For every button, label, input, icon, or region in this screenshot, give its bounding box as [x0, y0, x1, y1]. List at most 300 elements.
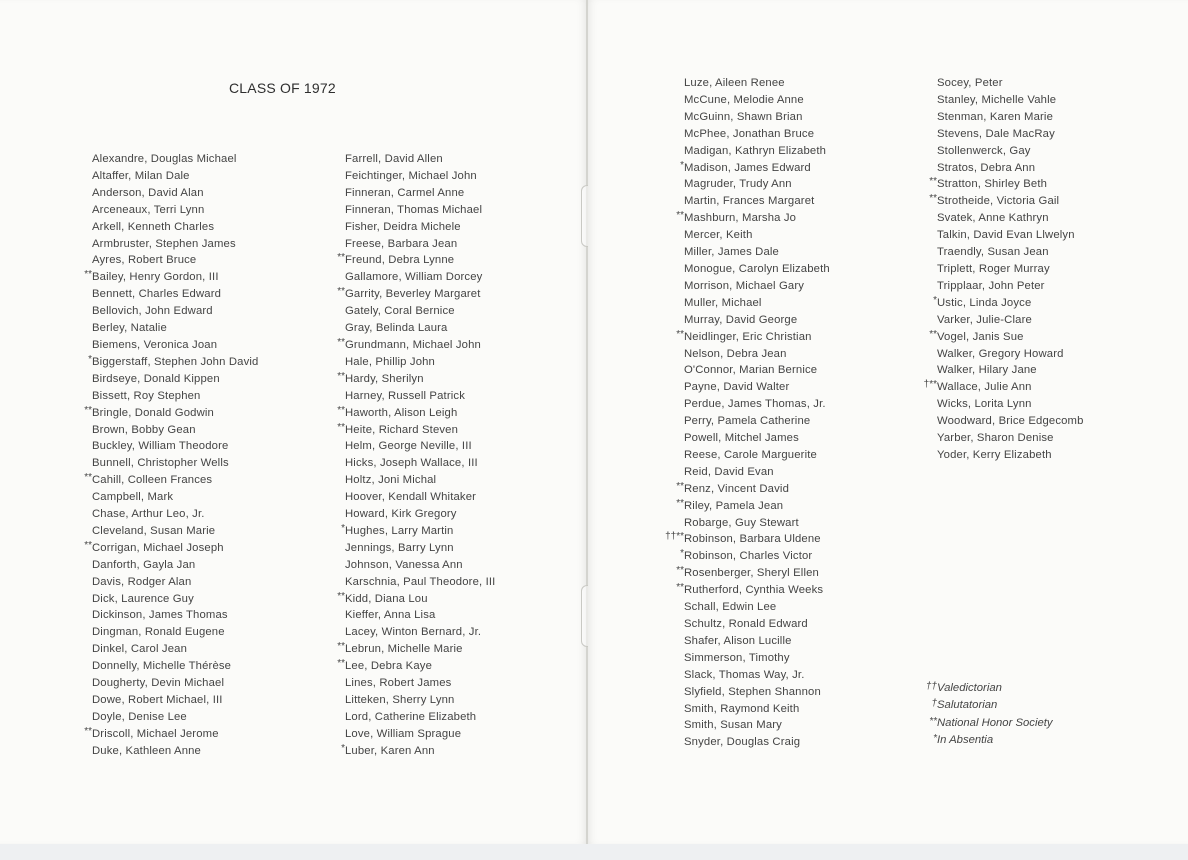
- graduate-name: [92, 219, 258, 236]
- graduate-name: [345, 574, 495, 591]
- graduate-name: [684, 667, 830, 684]
- name-text: Kieffer, Anna Lisa: [345, 609, 436, 622]
- graduate-name: [92, 438, 258, 455]
- honor-mark: **: [337, 641, 345, 653]
- right-page: [588, 0, 1188, 844]
- legend-label: National Honor Society: [937, 716, 1053, 729]
- name-text: McPhee, Jonathan Bruce: [684, 127, 815, 140]
- name-text: Smith, Raymond Keith: [684, 702, 800, 715]
- honor-mark: **: [337, 590, 345, 602]
- graduate-name: [88, 353, 259, 371]
- name-text: Altaffer, Milan Dale: [92, 169, 190, 182]
- legend-mark: *: [933, 732, 937, 744]
- graduate-name: [337, 252, 495, 269]
- name-text: Perdue, James Thomas, Jr.: [684, 398, 826, 411]
- name-text: Birdseye, Donald Kippen: [92, 372, 220, 385]
- name-text: Feichtinger, Michael John: [345, 169, 477, 182]
- honor-mark: *: [933, 294, 937, 306]
- graduate-name: [933, 294, 1084, 312]
- graduate-name: [684, 109, 830, 126]
- name-text: Ayres, Robert Bruce: [92, 254, 197, 267]
- graduate-name: [684, 515, 830, 532]
- name-text: Stevens, Dale MacRay: [937, 127, 1055, 140]
- graduate-name: [937, 312, 1084, 329]
- graduate-name: [345, 726, 495, 743]
- graduate-name: [92, 523, 258, 540]
- name-text: Yoder, Kerry Elizabeth: [937, 448, 1052, 461]
- name-text: Dinkel, Carol Jean: [92, 643, 188, 656]
- name-text: Howard, Kirk Gregory: [345, 508, 457, 521]
- graduate-name: [345, 692, 495, 709]
- graduate-name: [345, 455, 495, 472]
- honor-mark: **: [676, 582, 684, 594]
- graduate-name: [684, 599, 830, 616]
- name-text: Garrity, Beverley Margaret: [345, 288, 481, 301]
- name-text: Danforth, Gayla Jan: [92, 558, 196, 571]
- name-text: Cleveland, Susan Marie: [92, 524, 216, 537]
- name-text: Bissett, Roy Stephen: [92, 389, 201, 402]
- name-text: Dick, Laurence Guy: [92, 592, 194, 605]
- name-text: Freese, Barbara Jean: [345, 237, 458, 250]
- name-text: Biggerstaff, Stephen John David: [92, 355, 259, 368]
- graduate-name: [345, 320, 495, 337]
- name-text: Hoover, Kendall Whitaker: [345, 491, 477, 504]
- graduate-name: [684, 447, 830, 464]
- page-title: CLASS OF 1972: [229, 80, 336, 96]
- graduate-name: [676, 328, 830, 346]
- name-text: Dingman, Ronald Eugene: [92, 626, 225, 639]
- graduate-name: [345, 675, 495, 692]
- name-text: Bringle, Donald Godwin: [92, 406, 214, 419]
- honor-mark: **: [337, 404, 345, 416]
- graduate-name: [937, 261, 1084, 278]
- graduate-name: [345, 438, 495, 455]
- graduate-name: [92, 236, 258, 253]
- name-text: Biemens, Veronica Joan: [92, 338, 218, 351]
- honor-mark: **: [676, 328, 684, 340]
- name-text: Finneran, Thomas Michael: [345, 203, 483, 216]
- name-text: Driscoll, Michael Jerome: [92, 727, 219, 740]
- graduate-name: [345, 557, 495, 574]
- honor-mark: **: [929, 193, 937, 205]
- honor-mark: *: [341, 742, 345, 754]
- name-text: Corrigan, Michael Joseph: [92, 541, 224, 554]
- name-text: Finneran, Carmel Anne: [345, 186, 465, 199]
- graduate-name: [684, 362, 830, 379]
- name-text: Shafer, Alison Lucille: [684, 634, 792, 647]
- legend-mark: **: [929, 715, 937, 727]
- name-text: Duke, Kathleen Anne: [92, 744, 201, 757]
- honor-mark: **: [337, 370, 345, 382]
- graduate-name: [684, 92, 830, 109]
- name-text: Love, William Sprague: [345, 727, 462, 740]
- graduate-name: [341, 742, 495, 760]
- name-text: Luze, Aileen Renee: [684, 77, 785, 89]
- name-text: Doyle, Denise Lee: [92, 710, 187, 723]
- graduate-name: [937, 413, 1084, 430]
- graduate-name: [337, 590, 495, 608]
- honor-mark: **: [337, 421, 345, 433]
- graduate-name: [345, 506, 495, 523]
- name-text: Snyder, Douglas Craig: [684, 736, 801, 749]
- name-text: Simmerson, Timothy: [684, 651, 790, 664]
- name-text: Hardy, Sherilyn: [345, 372, 424, 385]
- name-text: Woodward, Brice Edgecomb: [937, 415, 1084, 428]
- graduate-name: [345, 219, 495, 236]
- graduate-name: [937, 92, 1084, 109]
- name-text: Hicks, Joseph Wallace, III: [345, 457, 478, 470]
- graduate-name: [92, 709, 258, 726]
- graduate-name: [665, 531, 830, 548]
- graduate-name: [92, 303, 258, 320]
- graduate-name: [92, 151, 258, 168]
- honor-mark: **: [337, 336, 345, 348]
- graduate-name: [684, 616, 830, 633]
- name-text: Armbruster, Stephen James: [92, 237, 236, 250]
- graduate-name: [937, 244, 1084, 261]
- honor-mark: **: [337, 252, 345, 264]
- name-text: Holtz, Joni Michal: [345, 474, 437, 487]
- name-text: Yarber, Sharon Denise: [937, 432, 1054, 445]
- graduate-name: [937, 143, 1084, 160]
- name-text: Madison, James Edward: [684, 161, 811, 174]
- name-text: Alexandre, Douglas Michael: [92, 153, 237, 165]
- graduate-name: [684, 701, 830, 718]
- graduate-name: [676, 497, 830, 515]
- graduate-name: [684, 396, 830, 413]
- name-text: Madigan, Kathryn Elizabeth: [684, 144, 827, 157]
- name-text: Robinson, Barbara Uldene: [684, 533, 821, 546]
- graduate-name: [684, 193, 830, 210]
- graduate-name: [345, 607, 495, 624]
- graduate-name: [92, 202, 258, 219]
- honor-mark: *: [680, 159, 684, 171]
- graduate-name: [937, 75, 1084, 92]
- name-text: Dowe, Robert Michael, III: [92, 694, 223, 706]
- legend-label: Salutatorian: [937, 699, 998, 712]
- graduate-name: [92, 607, 258, 624]
- graduate-name: [684, 261, 830, 278]
- name-text: Fisher, Deidra Michele: [345, 220, 461, 233]
- name-text: Murray, David George: [684, 313, 798, 326]
- name-text: Kidd, Diana Lou: [345, 592, 428, 605]
- name-text: Buckley, William Theodore: [92, 440, 229, 453]
- name-text: Harney, Russell Patrick: [345, 389, 466, 402]
- honor-mark: **: [337, 286, 345, 298]
- honor-mark: *: [680, 548, 684, 560]
- name-text: Stratton, Shirley Beth: [937, 178, 1048, 191]
- graduate-name: [84, 472, 258, 489]
- name-text: Powell, Mitchel James: [684, 432, 799, 445]
- name-text: Karschnia, Paul Theodore, III: [345, 575, 496, 588]
- name-text: Heite, Richard Steven: [345, 423, 459, 436]
- name-text: Wicks, Lorita Lynn: [937, 398, 1032, 411]
- name-text: Rosenberger, Sheryl Ellen: [684, 567, 819, 580]
- name-text: Smith, Susan Mary: [684, 719, 782, 732]
- legend-item: [933, 732, 1053, 749]
- honor-mark: **: [929, 328, 937, 340]
- legend-mark: ††: [925, 681, 937, 692]
- name-text: Anderson, David Alan: [92, 186, 204, 199]
- graduate-name: [937, 227, 1084, 244]
- name-text: Dougherty, Devin Michael: [92, 677, 225, 690]
- honor-mark: **: [676, 565, 684, 577]
- legend-item: [931, 697, 1053, 714]
- honors-legend: [925, 680, 1053, 749]
- legend-item: [925, 680, 1053, 697]
- graduate-name: [684, 176, 830, 193]
- graduate-name: [92, 337, 258, 354]
- name-text: Brown, Bobby Gean: [92, 423, 196, 436]
- name-text: Lebrun, Michelle Marie: [345, 643, 463, 656]
- graduate-name: [337, 286, 495, 303]
- name-text: Lord, Catherine Elizabeth: [345, 710, 477, 723]
- name-text: Slyfield, Stephen Shannon: [684, 685, 821, 698]
- graduate-name: [676, 480, 830, 498]
- name-text: Muller, Michael: [684, 296, 762, 309]
- name-text: Strotheide, Victoria Gail: [937, 195, 1060, 208]
- graduate-name: [684, 413, 830, 430]
- name-text: Campbell, Mark: [92, 491, 174, 504]
- graduate-name: [345, 354, 495, 371]
- graduate-name: [345, 236, 495, 253]
- name-text: Walker, Gregory Howard: [937, 347, 1064, 360]
- legend-label: In Absentia: [937, 733, 994, 746]
- graduate-name: [937, 396, 1084, 413]
- name-column-2: [337, 151, 496, 760]
- name-text: Bennett, Charles Edward: [92, 288, 222, 301]
- graduate-name: [937, 430, 1084, 447]
- graduate-name: [345, 202, 495, 219]
- graduate-name: [92, 286, 258, 303]
- name-text: Chase, Arthur Leo, Jr.: [92, 508, 205, 521]
- graduate-name: [676, 582, 830, 599]
- name-text: Monogue, Carolyn Elizabeth: [684, 262, 830, 275]
- name-text: Grundmann, Michael John: [345, 338, 481, 351]
- graduate-name: [684, 244, 830, 261]
- graduate-name: [923, 379, 1084, 396]
- name-text: Helm, George Neville, III: [345, 440, 472, 453]
- graduate-name: [684, 346, 830, 363]
- name-text: Hale, Phillip John: [345, 355, 435, 368]
- name-text: Wallace, Julie Ann: [937, 381, 1032, 394]
- name-text: Arceneaux, Terri Lynn: [92, 203, 205, 216]
- name-text: Neidlinger, Eric Christian: [684, 330, 812, 343]
- graduate-name: [684, 379, 830, 396]
- graduate-name: [684, 278, 830, 295]
- graduate-name: [929, 193, 1084, 210]
- name-text: Triplett, Roger Murray: [937, 262, 1050, 275]
- graduate-name: [84, 539, 258, 557]
- name-text: Varker, Julie-Clare: [937, 313, 1032, 326]
- name-text: Socey, Peter: [937, 77, 1003, 89]
- graduate-name: [676, 565, 830, 582]
- graduate-name: [684, 430, 830, 447]
- graduate-name: [345, 269, 495, 286]
- name-text: Arkell, Kenneth Charles: [92, 220, 215, 233]
- graduate-name: [92, 489, 258, 506]
- graduate-name: [92, 422, 258, 439]
- honor-mark: †**: [923, 379, 937, 391]
- name-text: Donnelly, Michelle Thérèse: [92, 660, 232, 673]
- graduate-name: [337, 336, 495, 354]
- legend-mark: †: [931, 698, 937, 710]
- name-text: Lee, Debra Kaye: [345, 660, 433, 673]
- graduate-name: [92, 252, 258, 269]
- graduate-name: [684, 143, 830, 160]
- name-text: Rutherford, Cynthia Weeks: [684, 584, 824, 597]
- graduate-name: [937, 210, 1084, 227]
- graduate-name: [684, 717, 830, 734]
- graduate-name: [345, 709, 495, 726]
- graduate-name: [92, 591, 258, 608]
- name-text: Reid, David Evan: [684, 465, 774, 478]
- honor-mark: **: [676, 497, 684, 509]
- name-text: Jennings, Barry Lynn: [345, 541, 454, 554]
- graduate-name: [92, 743, 258, 760]
- name-text: Mashburn, Marsha Jo: [684, 212, 797, 225]
- name-text: Bailey, Henry Gordon, III: [92, 271, 219, 284]
- name-text: Berley, Natalie: [92, 322, 167, 335]
- graduate-name: [92, 557, 258, 574]
- name-text: Hughes, Larry Martin: [345, 524, 454, 537]
- graduate-name: [684, 227, 830, 244]
- graduate-name: [345, 303, 495, 320]
- graduate-name: [937, 160, 1084, 177]
- graduate-name: [92, 675, 258, 692]
- graduate-name: [92, 168, 258, 185]
- honor-mark: **: [84, 404, 92, 416]
- name-text: Traendly, Susan Jean: [937, 246, 1049, 259]
- graduate-name: [92, 388, 258, 405]
- name-text: Luber, Karen Ann: [345, 744, 435, 757]
- name-text: Payne, David Walter: [684, 381, 790, 394]
- graduate-name: [92, 574, 258, 591]
- name-text: O'Connor, Marian Bernice: [684, 364, 818, 377]
- graduate-name: [937, 362, 1084, 379]
- name-text: Tripplaar, John Peter: [937, 279, 1045, 292]
- graduate-name: [345, 540, 495, 557]
- graduate-name: [929, 176, 1084, 193]
- name-text: Renz, Vincent David: [684, 482, 789, 495]
- name-text: Bunnell, Christopher Wells: [92, 457, 229, 470]
- graduate-name: [937, 109, 1084, 126]
- honor-mark: **: [84, 472, 92, 484]
- honor-mark: **: [337, 658, 345, 670]
- name-text: Farrell, David Allen: [345, 153, 443, 165]
- honor-mark: **: [84, 269, 92, 281]
- legend-item: [929, 715, 1053, 732]
- honor-mark: ††**: [665, 531, 684, 543]
- name-text: McGuinn, Shawn Brian: [684, 110, 803, 123]
- graduate-name: [684, 633, 830, 650]
- graduate-name: [92, 371, 258, 388]
- name-text: Bellovich, John Edward: [92, 305, 213, 318]
- name-text: Robinson, Charles Victor: [684, 550, 813, 563]
- left-page: [0, 0, 586, 844]
- name-text: Magruder, Trudy Ann: [684, 178, 792, 191]
- name-text: Slack, Thomas Way, Jr.: [684, 668, 805, 681]
- name-text: Gately, Coral Bernice: [345, 305, 455, 318]
- graduate-name: [937, 126, 1084, 143]
- honor-mark: **: [929, 176, 937, 188]
- name-text: Mercer, Keith: [684, 229, 753, 242]
- graduate-name: [84, 404, 258, 422]
- graduate-name: [341, 522, 495, 540]
- graduate-name: [684, 126, 830, 143]
- graduate-name: [937, 278, 1084, 295]
- graduate-name: [684, 295, 830, 312]
- name-text: Freund, Debra Lynne: [345, 254, 455, 267]
- graduate-name: [676, 210, 830, 227]
- name-text: Nelson, Debra Jean: [684, 347, 787, 360]
- name-text: Stanley, Michelle Vahle: [937, 93, 1057, 106]
- graduate-name: [684, 650, 830, 667]
- name-text: Riley, Pamela Jean: [684, 499, 784, 512]
- name-text: Dickinson, James Thomas: [92, 609, 228, 622]
- graduate-name: [345, 185, 495, 202]
- graduate-name: [929, 328, 1084, 346]
- page-bottom-edge: [0, 844, 1188, 860]
- name-text: Cahill, Colleen Frances: [92, 474, 213, 487]
- name-text: Reese, Carole Marguerite: [684, 448, 817, 461]
- name-text: Svatek, Anne Kathryn: [937, 212, 1049, 225]
- graduate-name: [92, 658, 258, 675]
- graduate-name: [680, 548, 830, 565]
- name-text: Lacey, Winton Bernard, Jr.: [345, 626, 482, 639]
- graduate-name: [337, 658, 495, 675]
- name-text: Schultz, Ronald Edward: [684, 618, 808, 630]
- graduate-name: [684, 312, 830, 329]
- name-text: Miller, James Dale: [684, 246, 779, 259]
- graduate-name: [84, 269, 258, 286]
- name-text: Martin, Frances Margaret: [684, 195, 815, 208]
- graduate-name: [92, 455, 258, 472]
- graduate-name: [684, 684, 830, 701]
- name-column-1: [84, 151, 259, 760]
- name-text: Gallamore, William Dorcey: [345, 271, 483, 284]
- graduate-name: [345, 624, 495, 641]
- name-text: Schall, Edwin Lee: [684, 601, 777, 614]
- name-text: Lines, Robert James: [345, 677, 452, 690]
- name-text: Ustic, Linda Joyce: [937, 296, 1032, 309]
- graduate-name: [84, 725, 258, 743]
- graduate-name: [92, 506, 258, 523]
- name-text: Vogel, Janis Sue: [937, 330, 1024, 343]
- name-text: McCune, Melodie Anne: [684, 93, 804, 106]
- name-text: Perry, Pamela Catherine: [684, 415, 811, 428]
- name-text: Walker, Hilary Jane: [937, 364, 1037, 377]
- graduate-name: [684, 75, 830, 92]
- honor-mark: **: [676, 480, 684, 492]
- graduate-name: [337, 421, 495, 439]
- graduate-name: [684, 734, 830, 751]
- graduate-name: [345, 388, 495, 405]
- graduate-name: [92, 692, 258, 709]
- graduate-name: [92, 641, 258, 658]
- name-text: Morrison, Michael Gary: [684, 279, 805, 292]
- legend-label: Valedictorian: [937, 682, 1002, 694]
- name-text: Stenman, Karen Marie: [937, 110, 1054, 123]
- honor-mark: **: [84, 725, 92, 737]
- name-column-3: [665, 75, 830, 751]
- name-text: Haworth, Alison Leigh: [345, 406, 458, 419]
- graduate-name: [92, 320, 258, 337]
- name-text: Talkin, David Evan Llwelyn: [937, 229, 1075, 242]
- graduate-name: [337, 370, 495, 388]
- name-text: Stollenwerck, Gay: [937, 144, 1031, 157]
- honor-mark: *: [341, 522, 345, 534]
